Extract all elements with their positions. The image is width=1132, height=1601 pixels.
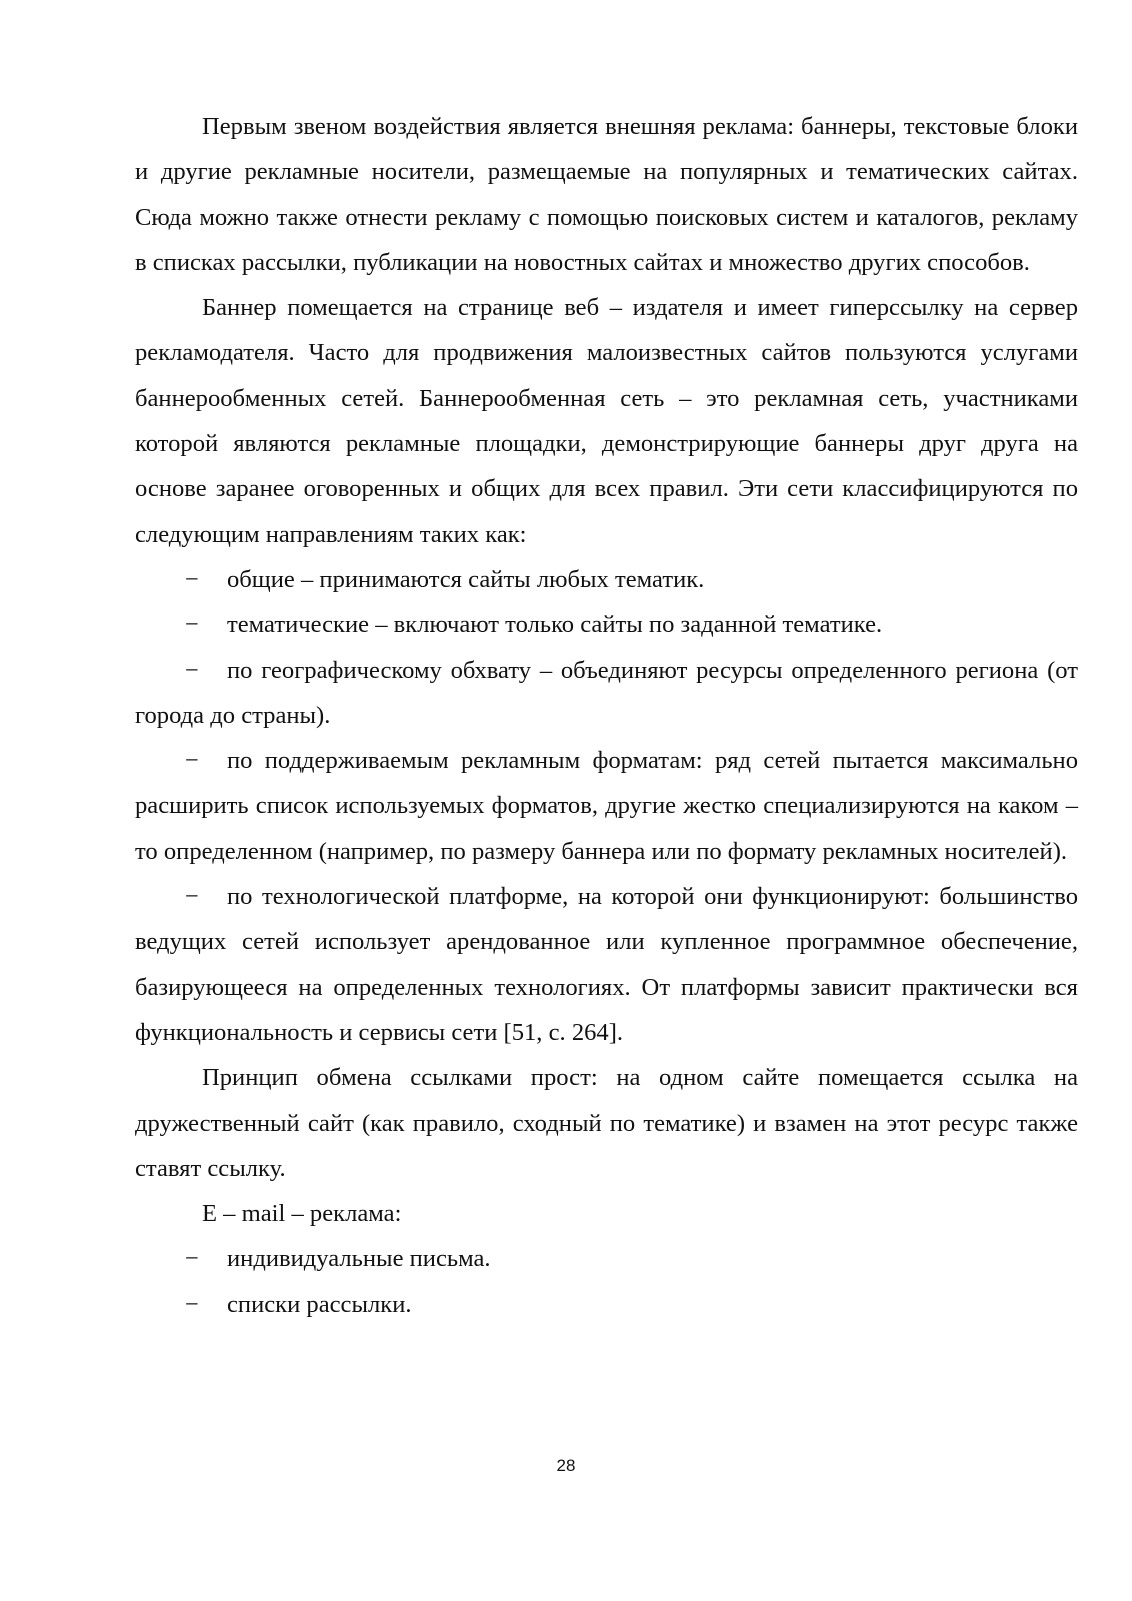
list-item (135, 557, 1078, 602)
list-item (135, 602, 1078, 647)
list-item (135, 738, 1078, 874)
document-page (135, 104, 1078, 1327)
paragraph-external-advertising: Первым звеном воздействия является внешняя реклама: баннеры, текстовые блоки и другие рекламные носители, размещаемые на популярных и тематических сайтах. Сюда можно также отнести рекламу с помощью поисковых систем и каталогов, рекламу в списках рассылки, публикации на новостных сайтах и множество других способов. (135, 113, 1078, 276)
list-item-text: списки рассылки. (227, 1290, 412, 1318)
list-item (135, 1282, 1078, 1327)
dash-bullet: − (185, 883, 199, 911)
list-item-text: тематические – включают только сайты по заданной тематике. (227, 611, 883, 639)
list-item-text: по поддерживаемым рекламным форматам: ряд сетей пытается максимально расширить список используемых форматов, другие жестко специализируются на каком – то определенном (например, по размеру баннера или по формату рекламных носителей). (135, 747, 1078, 865)
dash-bullet: − (185, 611, 199, 639)
paragraph-link-exchange: Принцип обмена ссылками прост: на одном сайте помещается ссылка на дружественный сайт (как правило, сходный по тематике) и взамен на этот ресурс также ставят ссылку. (135, 1064, 1078, 1182)
list-item-text: индивидуальные письма. (227, 1245, 491, 1273)
paragraph-banner-networks: Баннер помещается на странице веб – издателя и имеет гиперссылку на сервер рекламодателя. Часто для продвижения малоизвестных сайтов пользуются услугами баннерообменных сетей. Баннерообменная сеть – это рекламная сеть, участниками которой являются рекламные площадки, демонстрирующие баннеры друг друга на основе заранее оговоренных и общих для всех правил. Эти сети классифицируются по следующим направлениям таких как: (135, 294, 1078, 548)
network-classification-list (135, 557, 1078, 1055)
paragraph-email-advertising: E – mail – реклама: (202, 1200, 402, 1228)
dash-bullet: − (185, 1245, 199, 1273)
dash-bullet: − (185, 747, 199, 775)
list-item (135, 874, 1078, 1055)
page-number: 28 (556, 1456, 576, 1475)
email-advertising-list (135, 1236, 1078, 1327)
dash-bullet: − (185, 565, 199, 593)
list-item-text: по географическому обхвату – объединяют ресурсы определенного региона (от города до страны). (135, 656, 1078, 729)
list-item (135, 1236, 1078, 1281)
list-item (135, 648, 1078, 739)
list-item-text: по технологической платформе, на которой они функционируют: большинство ведущих сетей использует арендованное или купленное программное обеспечение, базирующееся на определенных технологиях. От платформы зависит практически вся функциональность и сервисы сети [51, с. 264]. (135, 883, 1078, 1046)
dash-bullet: − (185, 1290, 199, 1318)
dash-bullet: − (185, 656, 199, 684)
list-item-text: общие – принимаются сайты любых тематик. (227, 565, 705, 593)
